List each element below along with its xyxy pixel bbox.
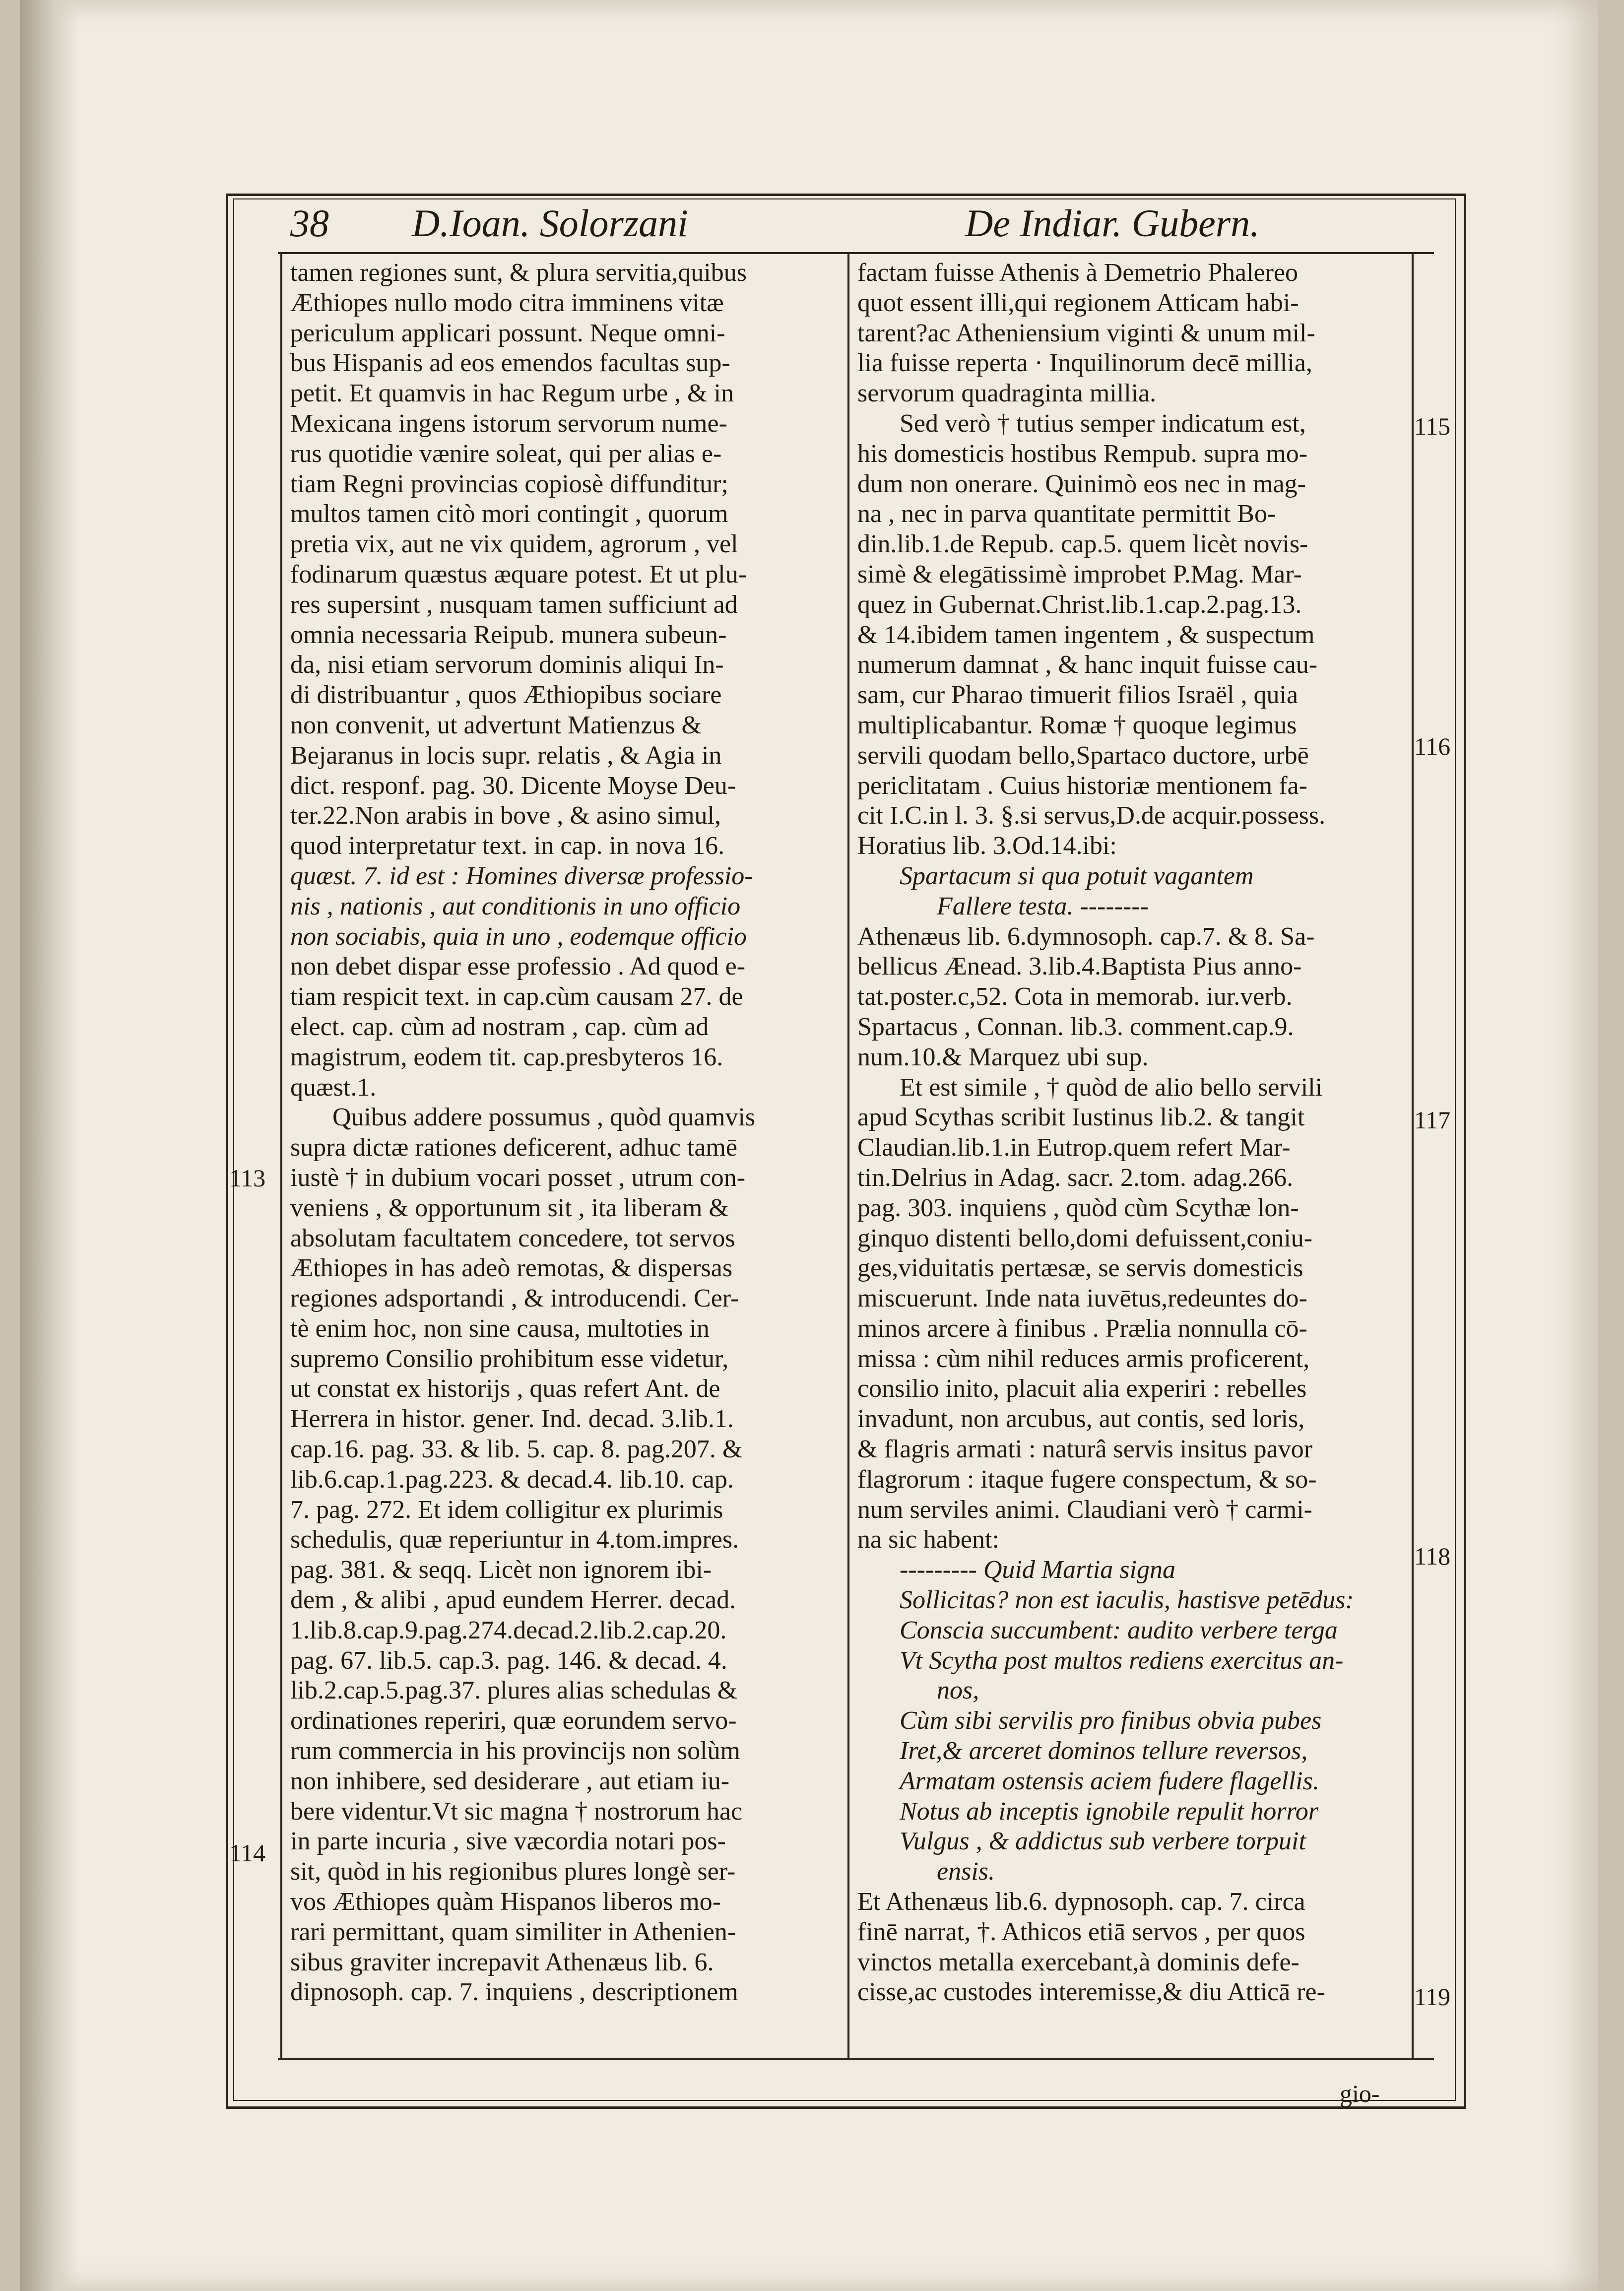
text-line: quot essent illi,qui regionem Atticam habi- (857, 288, 1299, 317)
text-line: petit. Et quamvis in hac Regum urbe , & in (290, 379, 734, 408)
text-line: periculum applicari possunt. Neque omni- (290, 319, 725, 347)
text-line: vinctos metalla exercebant,à dominis defe- (857, 1948, 1299, 1976)
text-line: periclitatam . Cuius historiæ mentionem fa- (857, 771, 1307, 800)
verse-line: ensis. (937, 1857, 995, 1886)
text-line: da, nisi etiam servorum dominis aliqui In- (290, 651, 724, 679)
text-line: 1.lib.8.cap.9.pag.274.decad.2.lib.2.cap.20. (290, 1616, 727, 1644)
running-head-right: De Indiar. Gubern. (965, 201, 1260, 245)
text-line: elect. cap. cùm ad nostram , cap. cùm ad (290, 1012, 709, 1041)
verse-line: Fallere testa. -------- (937, 892, 1149, 920)
verse-line: Vt Scytha post multos rediens exercitus an- (900, 1646, 1344, 1675)
text-line: missa : cùm nihil reduces armis proficerent, (857, 1344, 1310, 1373)
text-line: pretia vix, aut ne vix quidem, agrorum , vel (290, 530, 738, 559)
text-line: num.10.& Marquez ubi sup. (857, 1043, 1149, 1071)
text-line: Claudian.lib.1.in Eutrop.quem refert Mar- (857, 1133, 1291, 1162)
verse-line: Conscia succumbent: audito verbere terga (900, 1616, 1338, 1644)
text-line: lib.2.cap.5.pag.37. plures alias schedulas & (290, 1676, 738, 1705)
running-head-left: D.Ioan. Solorzani (412, 201, 688, 245)
page-number: 38 (290, 201, 329, 245)
text-line: simè & elegātissimè improbet P.Mag. Mar- (857, 560, 1302, 589)
text-line: quez in Gubernat.Christ.lib.1.cap.2.pag.13. (857, 590, 1302, 619)
text-line: omnia necessaria Reipub. munera subeun- (290, 620, 727, 649)
text-line: Spartacus , Connan. lib.3. comment.cap.9. (857, 1012, 1294, 1041)
margin-number: 118 (1414, 1542, 1451, 1570)
text-line: Æthiopes nullo modo citra imminens vitæ (290, 288, 724, 317)
text-line: ut constat ex historijs , quas refert Ant. de (290, 1375, 720, 1403)
text-line: veniens , & opportunum sit , ita liberam & (290, 1193, 729, 1222)
verse-line: Spartacum si qua potuit vagantem (900, 861, 1254, 890)
text-line: Mexicana ingens istorum servorum nume- (290, 409, 727, 438)
text-line: flagrorum : itaque fugere conspectum, & so- (857, 1465, 1317, 1494)
text-line: bellicus Ænead. 3.lib.4.Baptista Pius anno- (857, 952, 1302, 981)
verse-line: Sollicitas? non est iaculis, hastisve petēdus: (900, 1586, 1354, 1615)
margin-number: 117 (1414, 1106, 1451, 1134)
text-line: non debet dispar esse professio . Ad quod e- (290, 952, 746, 981)
right-column (857, 258, 1403, 2054)
text-line: in parte incuria , sive væcordia notari pos- (290, 1827, 726, 1856)
text-line: tamen regiones sunt, & plura servitia,quibus (290, 259, 747, 287)
margin-number: 113 (229, 1164, 266, 1192)
text-line: vos Æthiopes quàm Hispanos liberos mo- (290, 1888, 721, 1916)
text-line: & flagris armati : naturâ servis insitus pavor (857, 1435, 1313, 1464)
text-line: invadunt, non arcubus, aut contis, sed loris, (857, 1405, 1305, 1434)
text-line: non inhibere, sed desiderare , aut etiam iu- (290, 1767, 730, 1795)
text-line: lib.6.cap.1.pag.223. & decad.4. lib.10. cap. (290, 1465, 734, 1494)
text-line: supremo Consilio prohibitum esse videtur, (290, 1344, 729, 1373)
text-line: apud Scythas scribit Iustinus lib.2. & tangit (857, 1103, 1305, 1132)
text-line: rari permittant, quam similiter in Athenien- (290, 1917, 736, 1946)
text-line: tat.poster.c,52. Cota in memorab. iur.verb. (857, 982, 1293, 1011)
text-line: cisse,ac custodes interemisse,& diu Atticā re- (857, 1978, 1325, 2007)
text-line: pag. 381. & seqq. Licèt non ignorem ibi- (290, 1556, 712, 1584)
text-line: sit, quòd in his regionibus plures longè ser- (290, 1857, 736, 1886)
text-line: tiam respicit text. in cap.cùm causam 27. de (290, 982, 743, 1011)
text-line: quod interpretatur text. in cap. in nova 16. (290, 832, 725, 860)
text-line: num serviles animi. Claudiani verò † carmi- (857, 1495, 1312, 1524)
text-line: tin.Delrius in Adag. sacr. 2.tom. adag.266. (857, 1163, 1294, 1192)
text-line: factam fuisse Athenis à Demetrio Phalereo (857, 259, 1299, 287)
text-line: minos arcere à finibus . Prælia nonnulla cō- (857, 1314, 1307, 1343)
text-line: quæst. 7. id est : Homines diversæ professio- (290, 861, 753, 890)
text-line: supra dictæ rationes deficerent, adhuc tamē (290, 1133, 737, 1162)
text-line: ter.22.Non arabis in bove , & asino simul, (290, 801, 721, 830)
text-line: magistrum, eodem tit. cap.presbyteros 16. (290, 1043, 723, 1071)
text-line: cap.16. pag. 33. & lib. 5. cap. 8. pag.207. & (290, 1435, 743, 1464)
text-line: dem , & alibi , apud eundem Herrer. decad. (290, 1586, 736, 1615)
verse-line: Armatam ostensis aciem fudere flagellis. (900, 1767, 1319, 1795)
text-line: tè enim hoc, non sine causa, multoties in (290, 1314, 710, 1343)
verse-line: Vulgus , & addictus sub verbere torpuit (900, 1827, 1306, 1856)
text-line: din.lib.1.de Repub. cap.5. quem licèt novis- (857, 530, 1308, 559)
text-line: dipnosoph. cap. 7. inquiens , descriptionem (290, 1978, 738, 2007)
verse-line: Notus ab inceptis ignobile repulit horror (900, 1797, 1319, 1826)
page-gutter-shadow (20, 0, 79, 2291)
text-line: finē narrat, †. Athicos etiā servos , per quos (857, 1917, 1305, 1946)
column-border-right (1412, 254, 1414, 2060)
text-line: regiones adsportandi , & introducendi. Cer- (290, 1284, 739, 1313)
text-line: servili quodam bello,Spartaco ductore, urbē (857, 741, 1309, 770)
text-line: fodinarum quæstus æquare potest. Et ut plu- (290, 560, 747, 589)
text-line: Horatius lib. 3.Od.14.ibi: (857, 832, 1117, 860)
text-line: quæst.1. (290, 1073, 377, 1102)
text-line: non sociabis, quia in uno , eodemque officio (290, 922, 747, 951)
text-line: di distribuantur , quos Æthiopibus sociare (290, 681, 722, 710)
text-line: ordinationes reperiri, quæ eorundem servo- (290, 1706, 737, 1735)
verse-line: Iret,& arceret dominos tellure reversos, (900, 1737, 1308, 1766)
text-line: Athenæus lib. 6.dymnosoph. cap.7. & 8. Sa- (857, 922, 1315, 951)
text-line: dum non onerare. Quinimò eos nec in mag- (857, 469, 1306, 498)
column-border-left (280, 254, 282, 2060)
text-line: tarent?ac Atheniensium viginti & unum mil- (857, 319, 1315, 347)
text-line: res supersint , nusquam tamen sufficiunt ad (290, 590, 738, 619)
text-line: Et est simile , † quòd de alio bello servili (900, 1073, 1323, 1102)
text-line: pag. 303. inquiens , quòd cùm Scythæ lon- (857, 1193, 1299, 1222)
text-line: ginquo distenti bello,domi defuissent,coniu- (857, 1224, 1313, 1252)
text-line: Quibus addere possumus , quòd quamvis (332, 1103, 756, 1132)
margin-number: 119 (1414, 1983, 1451, 2011)
text-line: multiplicabantur. Romæ † quoque legimus (857, 711, 1297, 739)
text-line: rum commercia in his provincijs non solùm (290, 1737, 740, 1766)
text-line: dict. responf. pag. 30. Dicente Moyse Deu- (290, 771, 736, 800)
text-line: bus Hispanis ad eos emendos facultas sup- (290, 349, 730, 378)
text-line: consilio inito, placuit alia experiri : rebelles (857, 1375, 1307, 1403)
text-line: Herrera in histor. gener. Ind. decad. 3.lib.1. (290, 1405, 734, 1434)
text-line: Æthiopes in has adeò remotas, & dispersas (290, 1254, 733, 1283)
text-line: iustè † in dubium vocari posset , utrum con- (290, 1163, 746, 1192)
text-line: lia fuisse reperta · Inquilinorum decē millia, (857, 349, 1312, 378)
margin-number: 116 (1414, 732, 1451, 760)
text-line: miscuerunt. Inde nata iuvētus,redeuntes do- (857, 1284, 1307, 1313)
text-line: absolutam facultatem concedere, tot servos (290, 1224, 735, 1252)
margin-number: 114 (229, 1839, 266, 1867)
margin-number: 115 (1414, 412, 1451, 440)
text-line: sam, cur Pharao timuerit filios Israël , quia (857, 681, 1299, 710)
verse-line: --------- Quid Martia signa (900, 1556, 1175, 1584)
catchword: gio- (1340, 2080, 1380, 2107)
text-line: pag. 67. lib.5. cap.3. pag. 146. & decad. 4. (290, 1646, 727, 1675)
text-line: servorum quadraginta millia. (857, 379, 1157, 408)
text-line: & 14.ibidem tamen ingentem , & suspectum (857, 620, 1315, 649)
verse-line: Cùm sibi servilis pro finibus obvia pubes (900, 1706, 1322, 1735)
text-line: Et Athenæus lib.6. dypnosoph. cap. 7. circa (857, 1888, 1305, 1916)
left-column (290, 258, 858, 2054)
text-line: cit I.C.in l. 3. §.si servus,D.de acquir.possess. (857, 801, 1326, 830)
header-rule (278, 252, 1434, 254)
verse-line: nos, (937, 1676, 979, 1705)
text-line: multos tamen citò mori contingit , quorum (290, 500, 728, 528)
text-line: sibus graviter increpavit Athenæus lib. 6. (290, 1948, 714, 1976)
text-line: na sic habent: (857, 1525, 999, 1554)
text-line: 7. pag. 272. Et idem colligitur ex plurimis (290, 1495, 723, 1524)
text-line: bere videntur.Vt sic magna † nostrorum hac (290, 1797, 743, 1826)
text-line: Bejaranus in locis supr. relatis , & Agia in (290, 741, 722, 770)
footer-rule (278, 2058, 1434, 2060)
text-line: rus quotidie vænire soleat, qui per alias e- (290, 439, 722, 468)
text-line: nis , nationis , aut conditionis in uno officio (290, 892, 741, 920)
text-line: non convenit, ut advertunt Matienzus & (290, 711, 702, 739)
text-line: his domesticis hostibus Rempub. supra mo- (857, 439, 1308, 468)
text-line: tiam Regni provincias copiosè diffunditur; (290, 469, 728, 498)
text-line: ges,viduitatis pertæsæ, se servis domesticis (857, 1254, 1303, 1283)
text-line: Sed verò † tutius semper indicatum est, (900, 409, 1306, 438)
text-line: na , nec in parva quantitate permittit Bo- (857, 500, 1276, 528)
text-line: schedulis, quæ reperiuntur in 4.tom.impres. (290, 1525, 739, 1554)
text-line: numerum damnat , & hanc inquit fuisse cau- (857, 651, 1318, 679)
